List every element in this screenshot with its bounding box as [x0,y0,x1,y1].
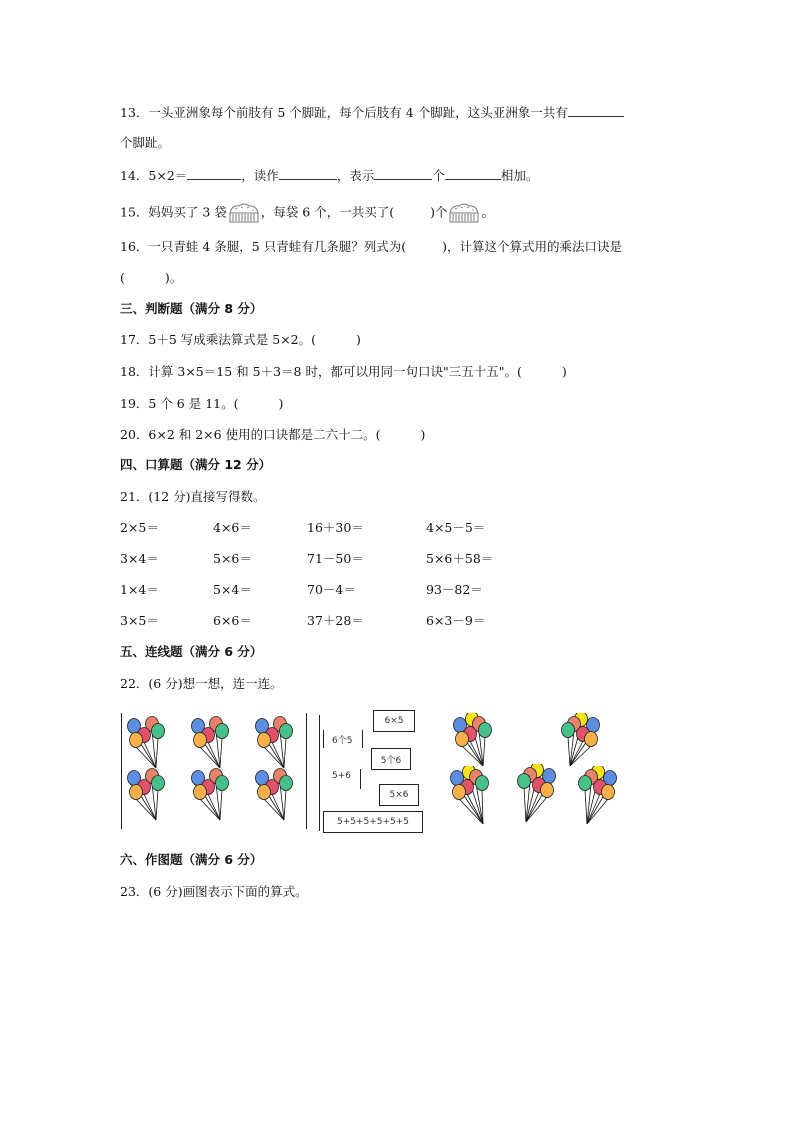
expression-box[interactable]: 5+5+5+5+5+5 [323,811,423,833]
calc-item: 37＋28＝ [307,613,364,628]
balloon [453,785,466,800]
divider-line [319,715,320,831]
answer-blank[interactable] [279,167,337,180]
balloon-bunch-icon[interactable] [447,766,495,824]
section-5-heading: 五、连线题（满分 6 分） [120,644,263,659]
calc-item: 93－82＝ [426,582,483,597]
expression-label[interactable]: 5+6 [332,771,351,781]
question-15-text: )个 [430,204,448,220]
divider-line [121,713,122,829]
balloon [456,732,469,747]
calc-item: 70－4＝ [307,582,356,597]
calc-item: 5×6＝ [213,551,252,566]
answer-blank[interactable] [187,167,241,180]
calc-item: 5×4＝ [213,582,252,597]
balloon-bunch-icon[interactable] [188,768,236,826]
question-18 [120,364,567,380]
question-16-line1 [120,239,622,255]
question-19-text: 19．5 个 6 是 11。( [120,396,239,411]
balloon [258,733,271,748]
question-16-line2 [120,270,182,286]
balloon [152,724,165,739]
balloon [479,723,492,738]
balloon [579,776,592,791]
paren-close: ) [278,396,284,411]
balloon-bunch-icon[interactable] [512,764,560,822]
bracket-line [360,769,361,789]
balloon [194,733,207,748]
question-16-text: ( [120,270,125,285]
calc-item: 4×6＝ [213,520,252,535]
question-17 [120,332,361,348]
section-3-heading: 三、判断题（满分 8 分） [120,301,263,316]
question-22: 22．(6 分)想一想，连一连。 [120,676,283,691]
question-20 [120,427,425,443]
balloon-bunch-icon[interactable] [252,768,300,826]
question-21: 21．(12 分)直接写得数。 [120,489,266,504]
bracket-line [362,730,363,748]
answer-blank[interactable] [568,104,624,117]
calc-item: 5×6＋58＝ [426,551,494,566]
question-16-text: )。 [164,270,183,285]
balloon-bunch-icon[interactable] [556,713,604,771]
balloon-bunch-icon[interactable] [124,768,172,826]
question-18-text: 18．计算 3×5＝15 和 5＋3＝8 时，都可以用同一句口诀"三五十五"。( [120,364,522,379]
calc-item: 1×4＝ [120,582,159,597]
balloon [562,723,575,738]
question-15 [120,202,494,224]
balloon [602,785,615,800]
question-14-text: ，读作 [241,168,279,183]
question-14 [120,167,538,184]
balloon [585,732,598,747]
balloon [130,733,143,748]
paren-close: ) [420,427,426,442]
balloon-bunch-icon[interactable] [252,716,300,774]
calc-item: 16＋30＝ [307,520,364,535]
balloon-bunch-icon[interactable] [124,716,172,774]
balloon [541,783,554,798]
expression-box[interactable]: 6×5 [373,710,415,732]
question-13-line1 [120,104,624,121]
balloon-bunch-icon[interactable] [450,713,498,771]
question-13-text-cont: 个脚趾。 [120,135,171,150]
balloon [258,785,271,800]
balloon [518,774,531,789]
question-16-text: 16．一只青蛙 4 条腿，5 只青蛙有几条腿？列式为( [120,239,407,254]
muffin-bag-icon [227,202,261,224]
question-14-text: 个 [432,168,445,183]
calc-item: 6×3－9＝ [426,613,486,628]
balloon [216,776,229,791]
question-20-text: 20．6×2 和 2×6 使用的口诀都是二六十二。( [120,427,381,442]
calc-item: 2×5＝ [120,520,159,535]
question-15-text: ，每袋 6 个，一共买了( [260,204,395,220]
bracket-line [323,730,324,748]
expression-label[interactable]: 6个5 [332,736,353,746]
question-15-text: 。 [481,204,494,220]
calc-item: 4×5－5＝ [426,520,486,535]
answer-blank[interactable] [374,167,432,180]
question-13-line2 [120,135,170,151]
section-6-heading: 六、作图题（满分 6 分） [120,852,263,867]
expression-box[interactable]: 5个6 [371,748,411,770]
balloon [280,776,293,791]
expression-box[interactable]: 5×6 [379,784,419,806]
balloon [194,785,207,800]
question-14-text: 相加。 [500,168,539,183]
section-4-heading: 四、口算题（满分 12 分） [120,457,272,472]
calc-item: 6×6＝ [213,613,252,628]
balloon [216,724,229,739]
calc-item: 71－50＝ [307,551,364,566]
balloon [152,776,165,791]
question-23: 23．(6 分)画图表示下面的算式。 [120,884,308,899]
question-16-text: )，计算这个算式用的乘法口诀是 [442,239,622,254]
paren-close: ) [356,332,361,347]
balloon [130,785,143,800]
balloon-bunch-icon[interactable] [188,716,236,774]
calc-item: 3×4＝ [120,551,159,566]
answer-blank[interactable] [445,167,501,180]
question-14-text: 14．5×2＝ [120,168,188,183]
question-14-text: ，表示 [336,168,375,183]
balloon [280,724,293,739]
paren-close: ) [561,364,567,379]
calc-item: 3×5＝ [120,613,159,628]
question-15-text: 15．妈妈买了 3 袋 [120,204,227,220]
muffin-bag-icon [447,202,481,224]
question-17-text: 17．5＋5 写成乘法算式是 5×2。( [120,332,317,347]
balloon-bunch-icon[interactable] [573,766,621,824]
question-19 [120,396,283,412]
balloon [476,776,489,791]
question-13-text: 13．一头亚洲象每个前肢有 5 个脚趾，每个后肢有 4 个脚趾，这头亚洲象一共有 [120,105,568,120]
divider-line [306,713,307,829]
